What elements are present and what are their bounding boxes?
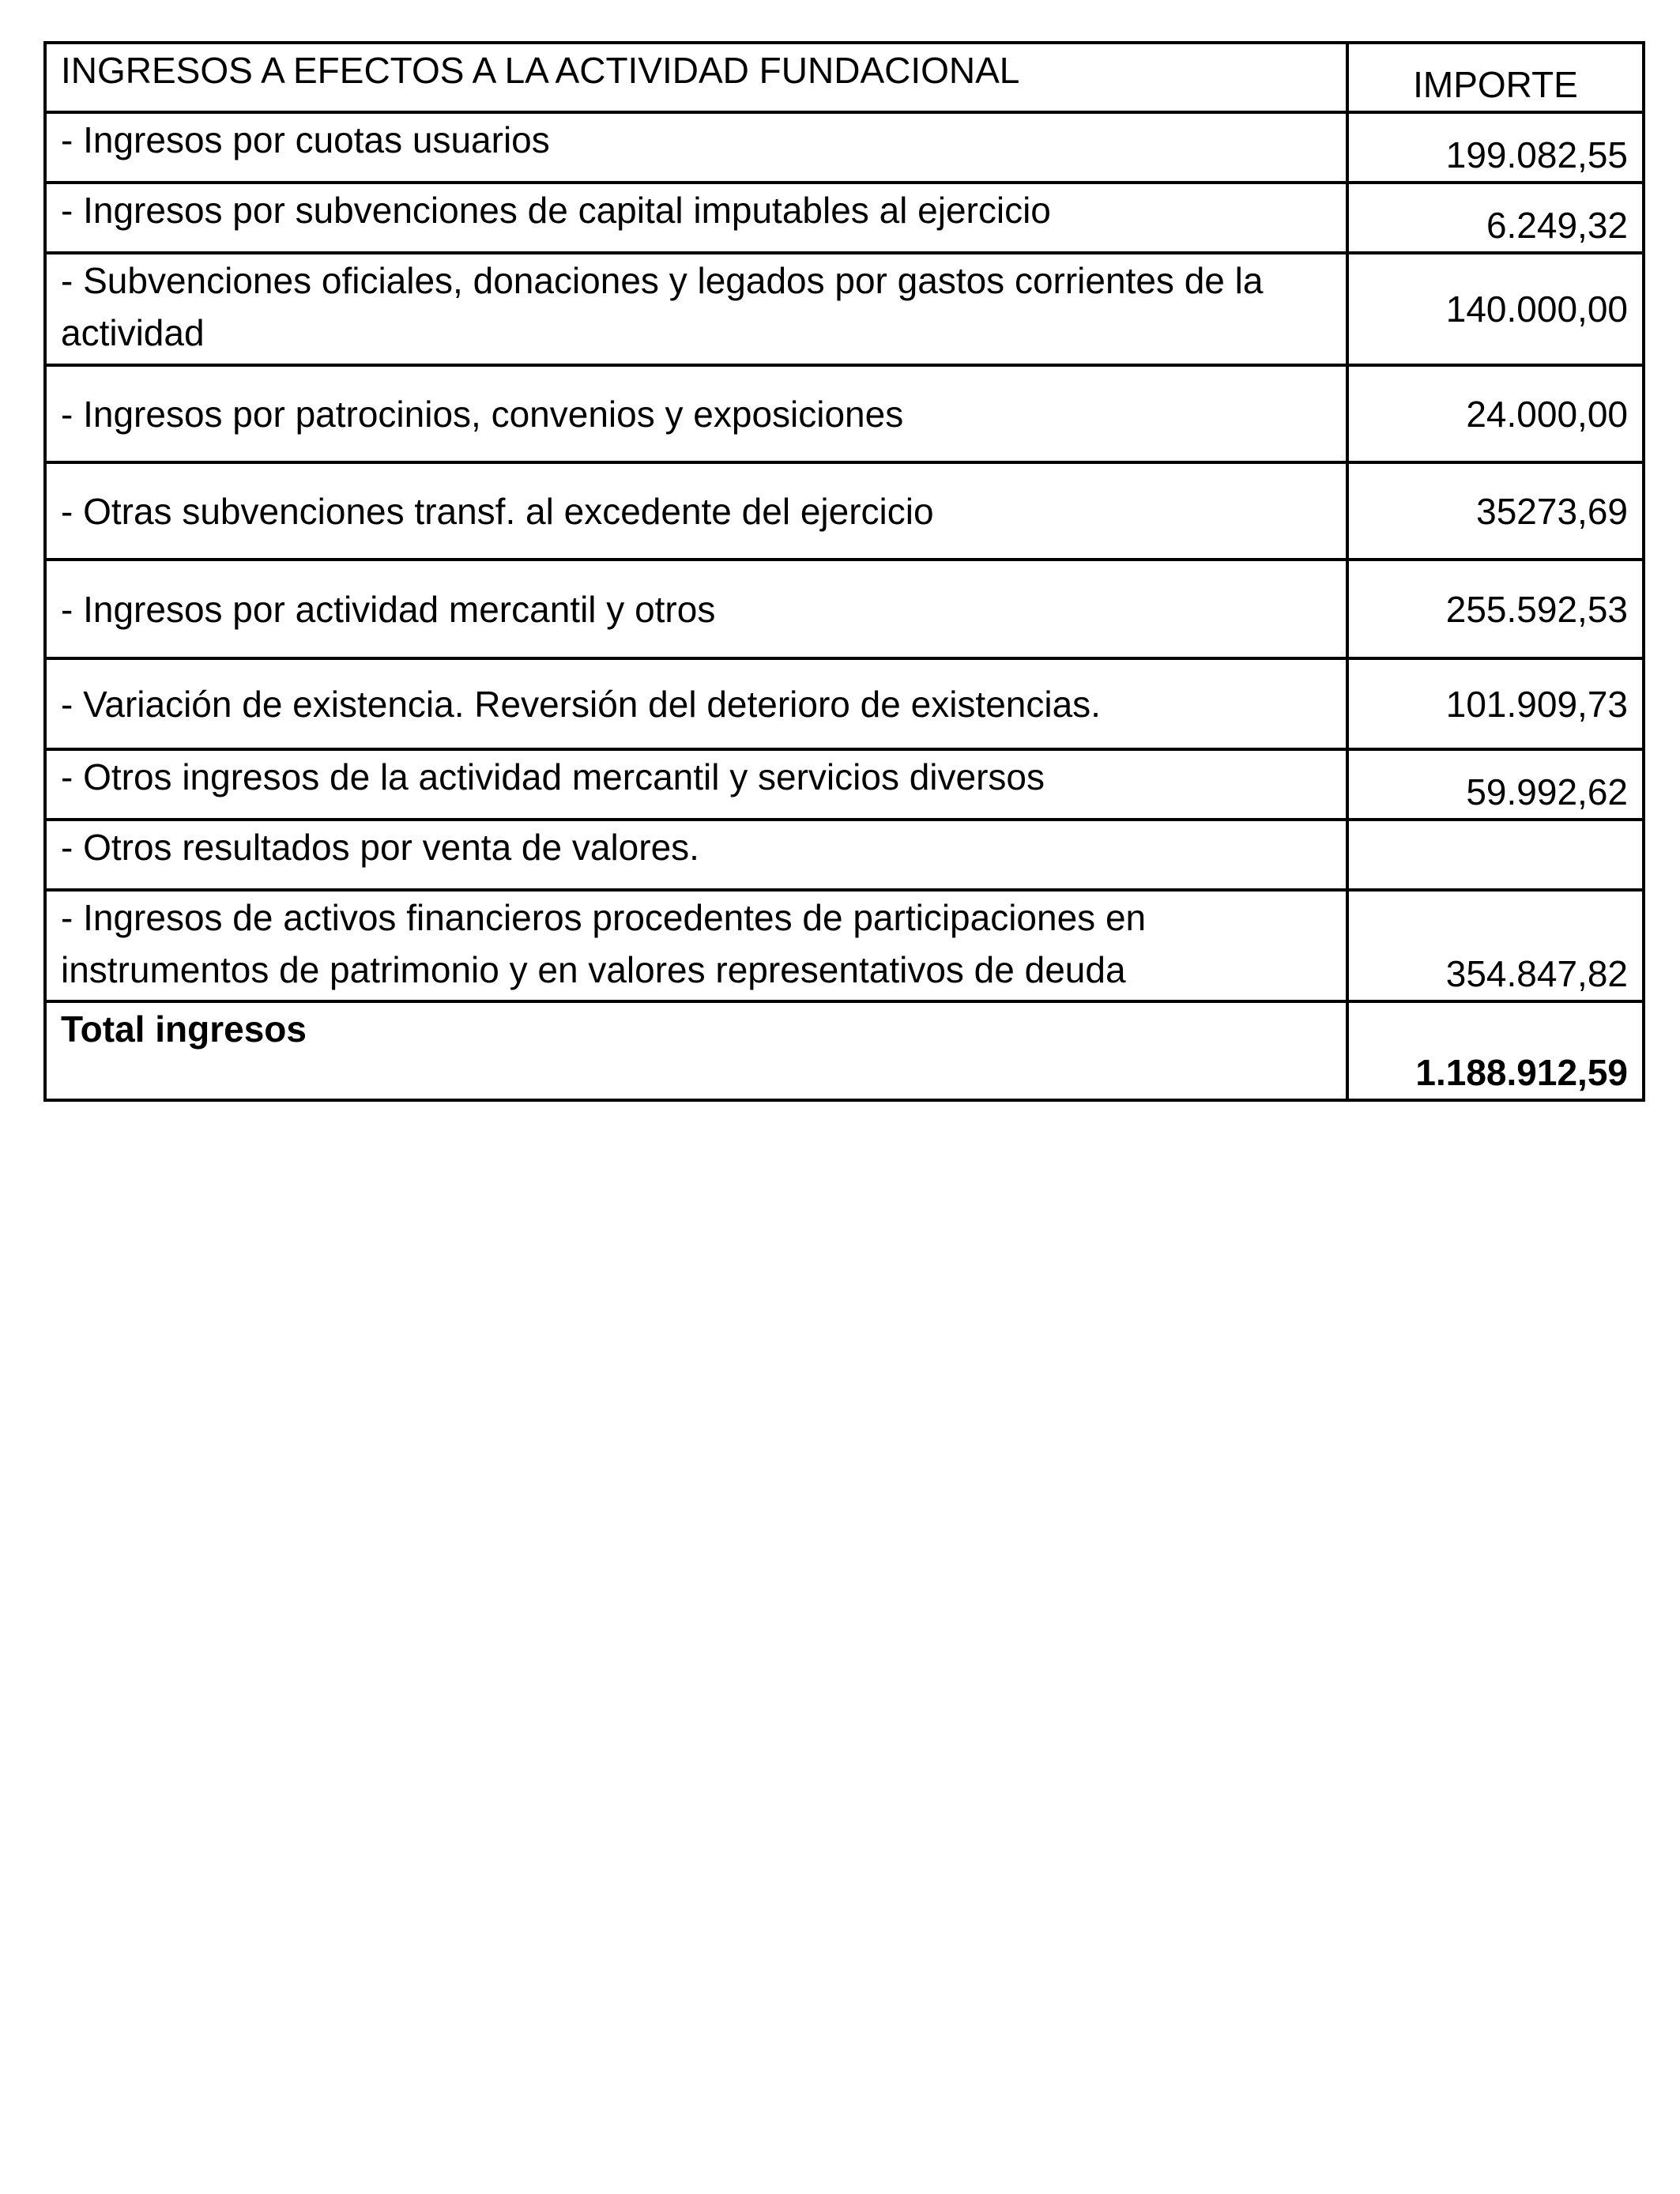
row-concept: - Otros ingresos de la actividad mercantil y servicios diversos <box>45 749 1347 820</box>
table-row <box>45 112 1644 183</box>
row-concept: - Ingresos por actividad mercantil y otros <box>45 560 1347 658</box>
row-concept: - Variación de existencia. Reversión del deterioro de existencias. <box>45 658 1347 749</box>
table-row <box>45 462 1644 560</box>
row-concept: - Otros resultados por venta de valores. <box>45 820 1347 890</box>
row-amount: 101.909,73 <box>1347 658 1644 749</box>
table-row <box>45 658 1644 749</box>
income-table <box>43 41 1645 1102</box>
header-concept: INGRESOS A EFECTOS A LA ACTIVIDAD FUNDACIONAL <box>45 43 1347 112</box>
row-concept: - Ingresos por patrocinios, convenios y exposiciones <box>45 365 1347 462</box>
row-concept: - Ingresos por cuotas usuarios <box>45 112 1347 183</box>
table-row <box>45 749 1644 820</box>
total-row <box>45 1001 1644 1100</box>
table-row <box>45 253 1644 365</box>
row-amount: 24.000,00 <box>1347 365 1644 462</box>
row-amount: 35273,69 <box>1347 462 1644 560</box>
row-amount: 6.249,32 <box>1347 183 1644 253</box>
row-amount: 140.000,00 <box>1347 253 1644 365</box>
table-row <box>45 560 1644 658</box>
total-amount: 1.188.912,59 <box>1347 1001 1644 1100</box>
row-amount: 199.082,55 <box>1347 112 1644 183</box>
row-amount: 255.592,53 <box>1347 560 1644 658</box>
header-amount: IMPORTE <box>1347 43 1644 112</box>
row-amount <box>1347 820 1644 890</box>
total-concept: Total ingresos <box>45 1001 1347 1100</box>
table-header-row <box>45 43 1644 112</box>
row-amount: 59.992,62 <box>1347 749 1644 820</box>
table-row <box>45 820 1644 890</box>
table-row <box>45 365 1644 462</box>
row-concept: - Ingresos por subvenciones de capital imputables al ejercicio <box>45 183 1347 253</box>
table-row <box>45 183 1644 253</box>
row-concept: - Subvenciones oficiales, donaciones y legados por gastos corrientes de la actividad <box>45 253 1347 365</box>
row-concept: - Otras subvenciones transf. al excedente del ejercicio <box>45 462 1347 560</box>
table-row <box>45 890 1644 1001</box>
row-amount: 354.847,82 <box>1347 890 1644 1001</box>
row-concept: - Ingresos de activos financieros procedentes de participaciones en instrumentos de patrimonio y en valores representativos de deuda <box>45 890 1347 1001</box>
